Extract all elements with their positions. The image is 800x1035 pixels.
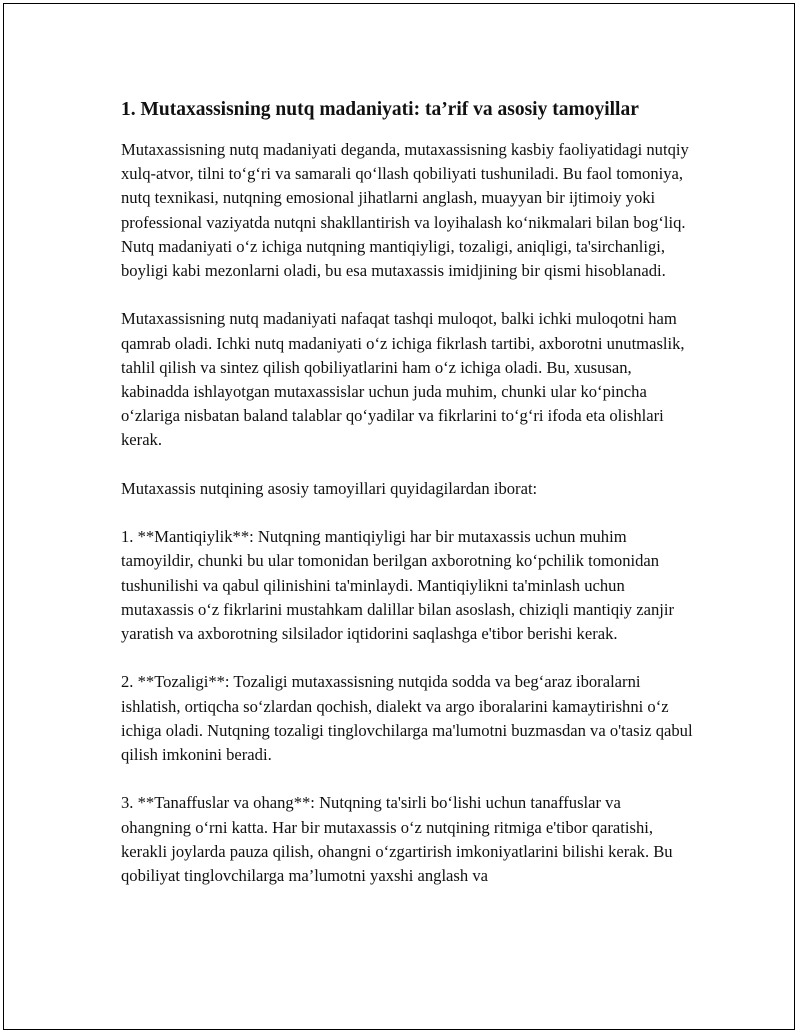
list-item-pauses-tone: 3. **Tanaffuslar va ohang**: Nutqning ta'sirli bo‘lishi uchun tanaffuslar va ohangning o‘rni katta. Har bir mutaxassis o‘z nutqining ritmiga e'tibor qaratishi, kerakli joylarda pauza qilish, ohangni o‘zgartirish imkoniyatlarini bilishi kerak. Bu qobiliyat tinglovchilarga ma’lumotni yaxshi anglash va xyxy=(121,793,673,886)
paragraph-principles-intro: Mutaxassis nutqining asosiy tamoyillari quyidagilardan iborat: xyxy=(121,478,538,498)
page-frame xyxy=(3,3,795,1030)
list-item-logic: 1. **Mantiqiylik**: Nutqning mantiqiyligi har bir mutaxassis uchun muhim tamoyildir, chunki bu ular tomonidan berilgan axborotning ko‘pchilik tomonidan tushunilishi va qabul qilinishini ta'minlaydi. Mantiqiylikni ta'minlash uchun mutaxassis o‘z fikrlarini mustahkam dalillar bilan asoslash, chiziqli mantiqiy zanjir yaratish va axborotning silsilador iqtidorini saqlashga e'tibor berishi kerak. xyxy=(121,527,674,644)
paragraph-inner-speech: Mutaxassisning nutq madaniyati nafaqat tashqi muloqot, balki ichki muloqotni ham qamrab oladi. Ichki nutq madaniyati o‘z ichiga fikrlash tartibi, axborotni unutmaslik, tahlil qilish va sintez qilish qobiliyatlarini ham o‘z ichiga oladi. Bu, xususan, kabinadda ishlayotgan mutaxassislar uchun juda muhim, chunki ular ko‘pincha o‘zlariga nisbatan baland talablar qo‘yadilar va fikrlarini to‘g‘ri ifoda eta olishlari kerak. xyxy=(121,309,685,450)
section-title: 1. Mutaxassisning nutq madaniyati: ta’rif va asosiy tamoyillar xyxy=(121,99,639,120)
paragraph-definition: Mutaxassisning nutq madaniyati deganda, mutaxassisning kasbiy faoliyatidagi nutqiy xulq-atvor, tilni to‘g‘ri va samarali qo‘llash qobiliyati tushuniladi. Bu faol tomoniya, nutq texnikasi, nutqning emosional jihatlarni anglash, muayyan bir ijtimoiy yoki professional vaziyatda nutqni shakllantirish va loyihalash ko‘nikmalari bilan bog‘liq. Nutq madaniyati o‘z ichiga nutqning mantiqiyligi, tozaligi, aniqligi, ta'sirchanligi, boyligi kabi mezonlarni oladi, bu esa mutaxassis imidjining bir qismi hisoblanadi. xyxy=(121,140,689,281)
list-item-purity: 2. **Tozaligi**: Tozaligi mutaxassisning nutqida sodda va beg‘araz iboralarni ishlatish, ortiqcha so‘zlardan qochish, dialekt va argo iboralarini kamaytirishni o‘z ichiga oladi. Nutqning tozaligi tinglovchilarga ma'lumotni buzmasdan va o'tasiz qabul qilish imkonini beradi. xyxy=(121,672,693,765)
document-body xyxy=(121,96,693,912)
